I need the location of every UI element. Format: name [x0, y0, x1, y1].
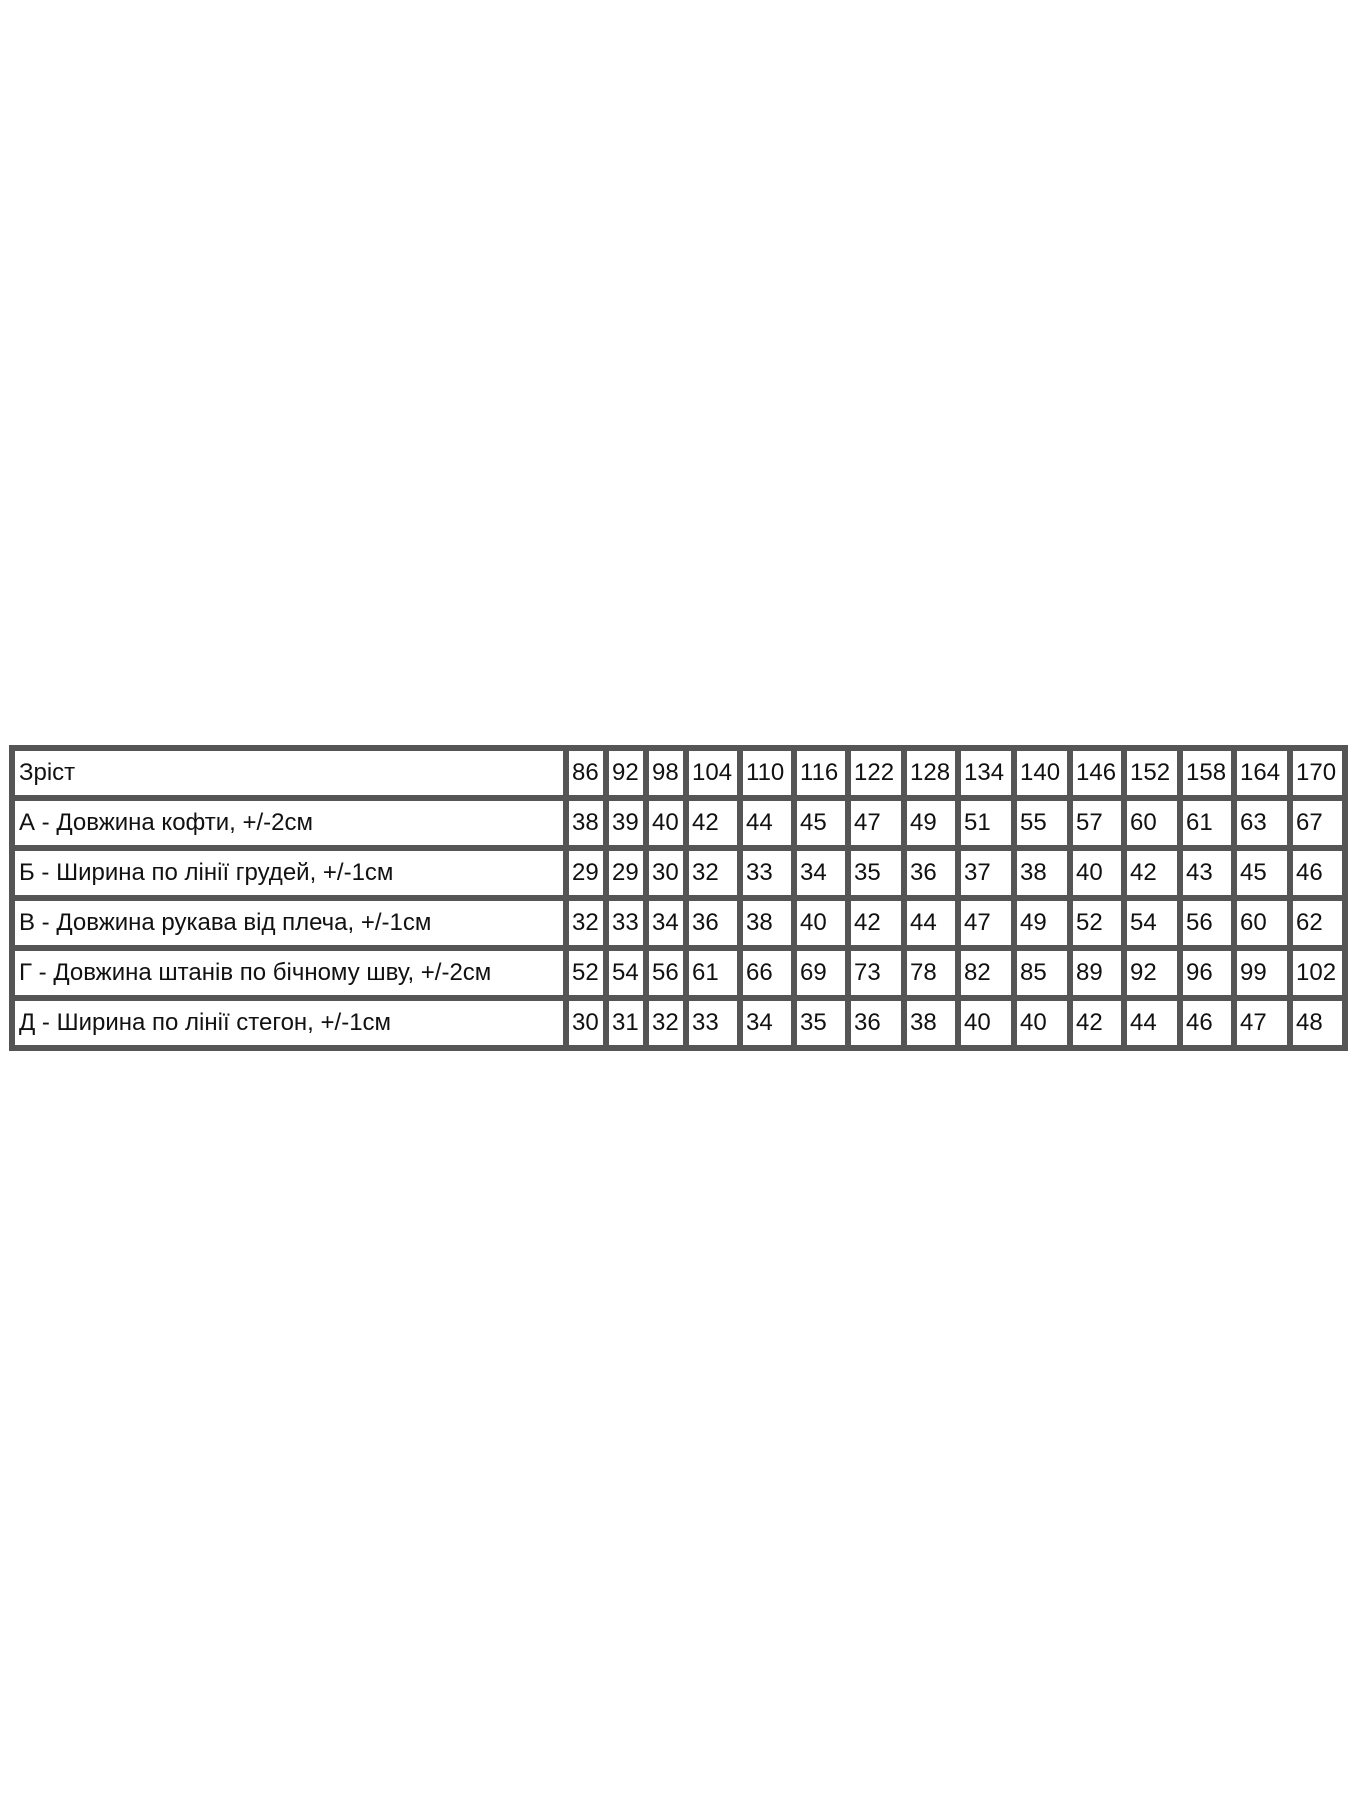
- table-cell: 85: [1014, 948, 1070, 998]
- table-cell: 54: [1124, 898, 1180, 948]
- table-cell: 57: [1070, 798, 1124, 848]
- table-cell: 40: [958, 998, 1014, 1048]
- table-cell: 60: [1234, 898, 1290, 948]
- table-cell: 164: [1234, 748, 1290, 798]
- table-cell: 52: [1070, 898, 1124, 948]
- table-cell: 47: [848, 798, 904, 848]
- row-label: Б - Ширина по лінії грудей, +/-1см: [12, 848, 566, 898]
- row-label: Д - Ширина по лінії стегон, +/-1см: [12, 998, 566, 1048]
- table-cell: 49: [1014, 898, 1070, 948]
- table-cell: 32: [566, 898, 606, 948]
- table-cell: 29: [566, 848, 606, 898]
- table-cell: 45: [1234, 848, 1290, 898]
- table-cell: 44: [904, 898, 958, 948]
- table-cell: 33: [740, 848, 794, 898]
- table-cell: 56: [1180, 898, 1234, 948]
- table-cell: 63: [1234, 798, 1290, 848]
- table-cell: 45: [794, 798, 848, 848]
- table-cell: 170: [1290, 748, 1345, 798]
- size-chart-table: [9, 745, 1348, 1051]
- table-row: [12, 948, 1345, 998]
- table-cell: 60: [1124, 798, 1180, 848]
- table-cell: 37: [958, 848, 1014, 898]
- table-cell: 62: [1290, 898, 1345, 948]
- table-cell: 32: [646, 998, 686, 1048]
- size-chart-body: [12, 748, 1345, 1048]
- table-row: [12, 848, 1345, 898]
- table-cell: 44: [740, 798, 794, 848]
- table-cell: 82: [958, 948, 1014, 998]
- table-cell: 31: [606, 998, 646, 1048]
- table-cell: 42: [686, 798, 740, 848]
- table-cell: 55: [1014, 798, 1070, 848]
- table-cell: 40: [646, 798, 686, 848]
- table-cell: 34: [646, 898, 686, 948]
- table-cell: 39: [606, 798, 646, 848]
- table-cell: 38: [740, 898, 794, 948]
- table-cell: 73: [848, 948, 904, 998]
- table-cell: 40: [794, 898, 848, 948]
- table-cell: 34: [794, 848, 848, 898]
- table-cell: 134: [958, 748, 1014, 798]
- table-cell: 42: [1124, 848, 1180, 898]
- row-label: А - Довжина кофти, +/-2см: [12, 798, 566, 848]
- table-cell: 92: [1124, 948, 1180, 998]
- table-cell: 33: [606, 898, 646, 948]
- table-cell: 32: [686, 848, 740, 898]
- table-cell: 99: [1234, 948, 1290, 998]
- table-cell: 102: [1290, 948, 1345, 998]
- header-row-height: [12, 748, 1345, 798]
- table-cell: 51: [958, 798, 1014, 848]
- table-cell: 122: [848, 748, 904, 798]
- table-cell: 43: [1180, 848, 1234, 898]
- table-cell: 54: [606, 948, 646, 998]
- row-label: Г - Довжина штанів по бічному шву, +/-2см: [12, 948, 566, 998]
- table-cell: 140: [1014, 748, 1070, 798]
- table-cell: 29: [606, 848, 646, 898]
- table-cell: 146: [1070, 748, 1124, 798]
- table-cell: 56: [646, 948, 686, 998]
- table-cell: 128: [904, 748, 958, 798]
- table-cell: 86: [566, 748, 606, 798]
- table-cell: 61: [686, 948, 740, 998]
- table-cell: 35: [794, 998, 848, 1048]
- table-cell: 46: [1290, 848, 1345, 898]
- table-cell: 36: [904, 848, 958, 898]
- table-cell: 47: [958, 898, 1014, 948]
- table-cell: 98: [646, 748, 686, 798]
- table-cell: 61: [1180, 798, 1234, 848]
- table-cell: 116: [794, 748, 848, 798]
- table-cell: 38: [1014, 848, 1070, 898]
- table-cell: 35: [848, 848, 904, 898]
- table-cell: 47: [1234, 998, 1290, 1048]
- row-label: В - Довжина рукава від плеча, +/-1см: [12, 898, 566, 948]
- table-cell: 30: [646, 848, 686, 898]
- table-cell: 67: [1290, 798, 1345, 848]
- table-cell: 49: [904, 798, 958, 848]
- table-row: [12, 898, 1345, 948]
- table-cell: 152: [1124, 748, 1180, 798]
- table-cell: 34: [740, 998, 794, 1048]
- table-cell: 52: [566, 948, 606, 998]
- table-cell: 38: [566, 798, 606, 848]
- table-cell: 36: [686, 898, 740, 948]
- table-cell: 46: [1180, 998, 1234, 1048]
- table-cell: 38: [904, 998, 958, 1048]
- table-cell: 48: [1290, 998, 1345, 1048]
- table-cell: 158: [1180, 748, 1234, 798]
- table-cell: 40: [1070, 848, 1124, 898]
- table-cell: 66: [740, 948, 794, 998]
- table-cell: 110: [740, 748, 794, 798]
- table-cell: 36: [848, 998, 904, 1048]
- table-row: [12, 798, 1345, 848]
- table-cell: 89: [1070, 948, 1124, 998]
- table-cell: 44: [1124, 998, 1180, 1048]
- table-cell: 40: [1014, 998, 1070, 1048]
- table-cell: 42: [848, 898, 904, 948]
- table-cell: 69: [794, 948, 848, 998]
- table-cell: 42: [1070, 998, 1124, 1048]
- row-label: Зріст: [12, 748, 566, 798]
- table-cell: 104: [686, 748, 740, 798]
- table-row: [12, 998, 1345, 1048]
- table-cell: 92: [606, 748, 646, 798]
- table-cell: 78: [904, 948, 958, 998]
- table-cell: 30: [566, 998, 606, 1048]
- table-cell: 96: [1180, 948, 1234, 998]
- table-cell: 33: [686, 998, 740, 1048]
